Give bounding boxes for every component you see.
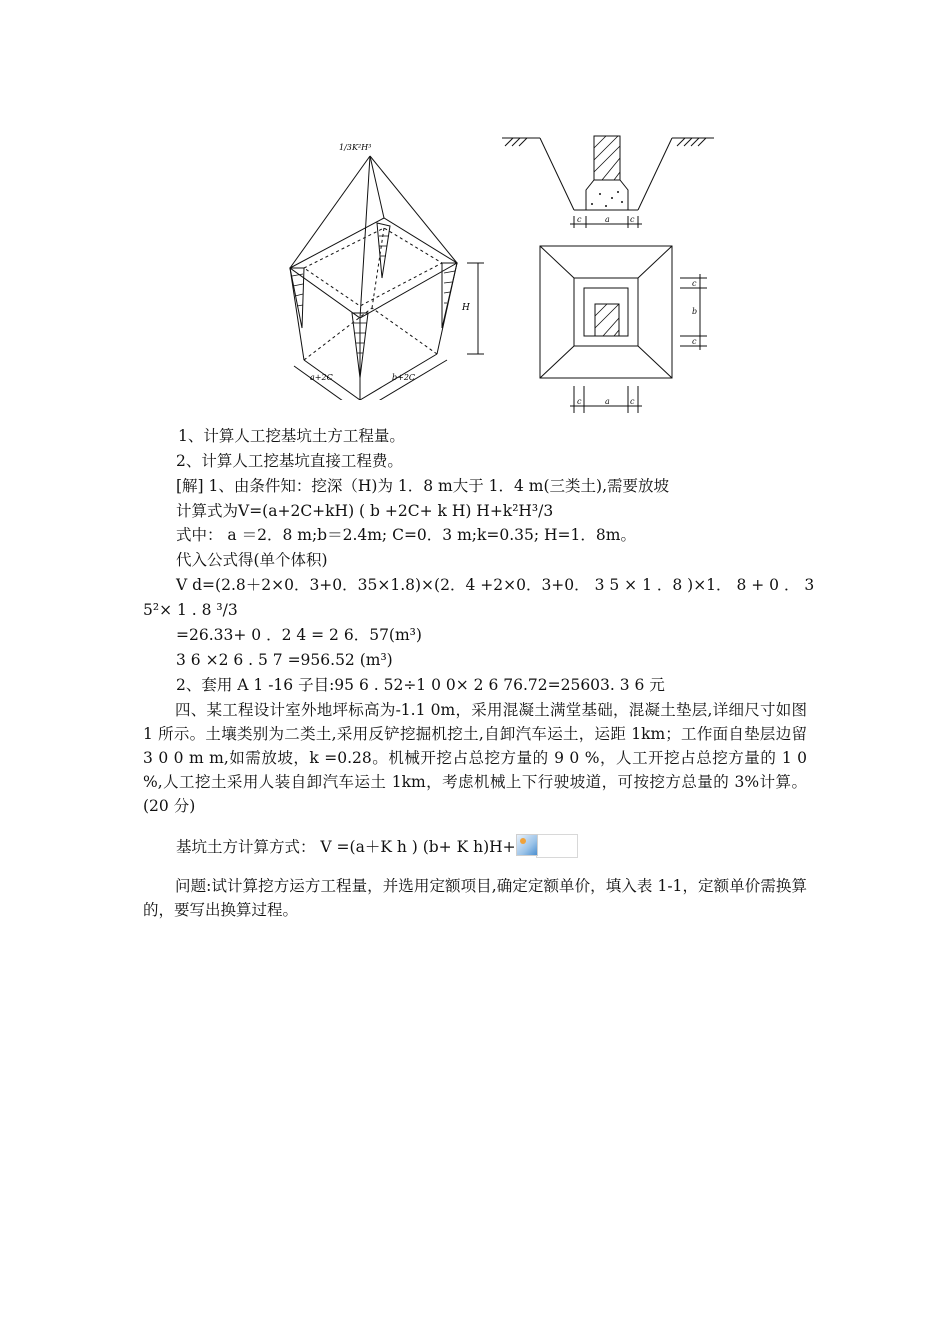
- question-1-line: 1、计算人工挖基坑土方工程量。: [178, 427, 405, 445]
- pit-isometric-figure: [272, 128, 492, 400]
- section-dim-c-right: c: [630, 215, 635, 224]
- solution-intro-line: [解] 1、由条件知：挖深（H)为 1．8 m大于 1．4 m(三类土),需要放坡: [176, 477, 670, 495]
- pit-formula-text: 基坑土方计算方式： V =(a＋K h ) (b+ K h)H+: [176, 838, 516, 856]
- pyramid-volume-label: K²H³: [352, 143, 372, 152]
- question-paragraph: [143, 874, 807, 922]
- plan-dim-c-top: c: [692, 279, 697, 288]
- cost-line: 2、套用 A 1 -16 子目:95 6 . 52÷1 0 0× 2 6 76.72=25603. 3 6 元: [176, 676, 665, 694]
- question-2-line: 2、计算人工挖基坑直接工程费。: [176, 452, 403, 470]
- plan-dim-a: a: [605, 397, 610, 406]
- dim-a-label: a+2C: [310, 373, 333, 382]
- dim-b-label: b+2C: [392, 373, 416, 382]
- formula-image-placeholder-icon: [516, 834, 538, 856]
- plan-dim-c-right: c: [630, 397, 635, 406]
- formula-line: 计算式为V=(a+2C+kH) ( b +2C+ k H) H+k²H³/3: [176, 502, 554, 520]
- volume-result-line: =26.33+ 0 ．2 4 = 2 6．57(m³): [176, 626, 422, 644]
- pit-section-plan-figure: [502, 128, 717, 413]
- problem-4-text: 四、某工程设计室外地坪标高为-1.1 0m，采用混凝土满堂基础，混凝土垫层,详细尺寸如图 1 所示。土壤类别为二类土,采用反铲挖掘机挖土,自卸汽车运土，运距 1km；工作面自垫层边留 3 0 0 m m,如需放坡，k =0.28。机械开挖占总挖方量的 9 0 %，人工开挖占总挖方量的 1 0 %,人工挖土采用人装自卸汽车运土 1km，考虑机械上下行驶坡道，可按挖方总量的 3%计算。(20 分): [143, 701, 807, 815]
- volume-calc-line: V d=(2.8＋2×0．3+0．35×1.8)×(2．4 +2×0．3+0． 3 5 × 1 ．8 )×1． 8 + 0 ． 3: [176, 576, 815, 594]
- substitute-line: 代入公式得(单个体积): [176, 551, 328, 569]
- section-dim-c-left: c: [577, 215, 582, 224]
- total-volume-line: 3 6 ×2 6 . 5 7 =956.52 (m³): [176, 651, 393, 669]
- plan-dim-c-bottom: c: [692, 337, 697, 346]
- question-text: 问题:试计算挖方运方工程量，并选用定额项目,确定定额单价，填入表 1-1，定额单价需换算的，要写出换算过程。: [143, 877, 807, 919]
- pyramid-volume-fraction: 1/3: [339, 143, 352, 152]
- section-dim-a: a: [605, 215, 610, 224]
- plan-dim-b: b: [692, 307, 698, 316]
- plan-dim-c-left: c: [577, 397, 582, 406]
- parameters-line: 式中： a ＝2．8 m;b＝2.4m; C=0．3 m;k=0.35; H=1．8m。: [176, 526, 636, 544]
- problem-4-paragraph: [143, 698, 807, 818]
- pit-formula-line: [176, 834, 578, 858]
- dim-h-label: H: [462, 303, 470, 313]
- volume-calc-cont-line: 5²× 1 . 8 ³/3: [143, 601, 238, 619]
- formula-image-box: [536, 834, 578, 858]
